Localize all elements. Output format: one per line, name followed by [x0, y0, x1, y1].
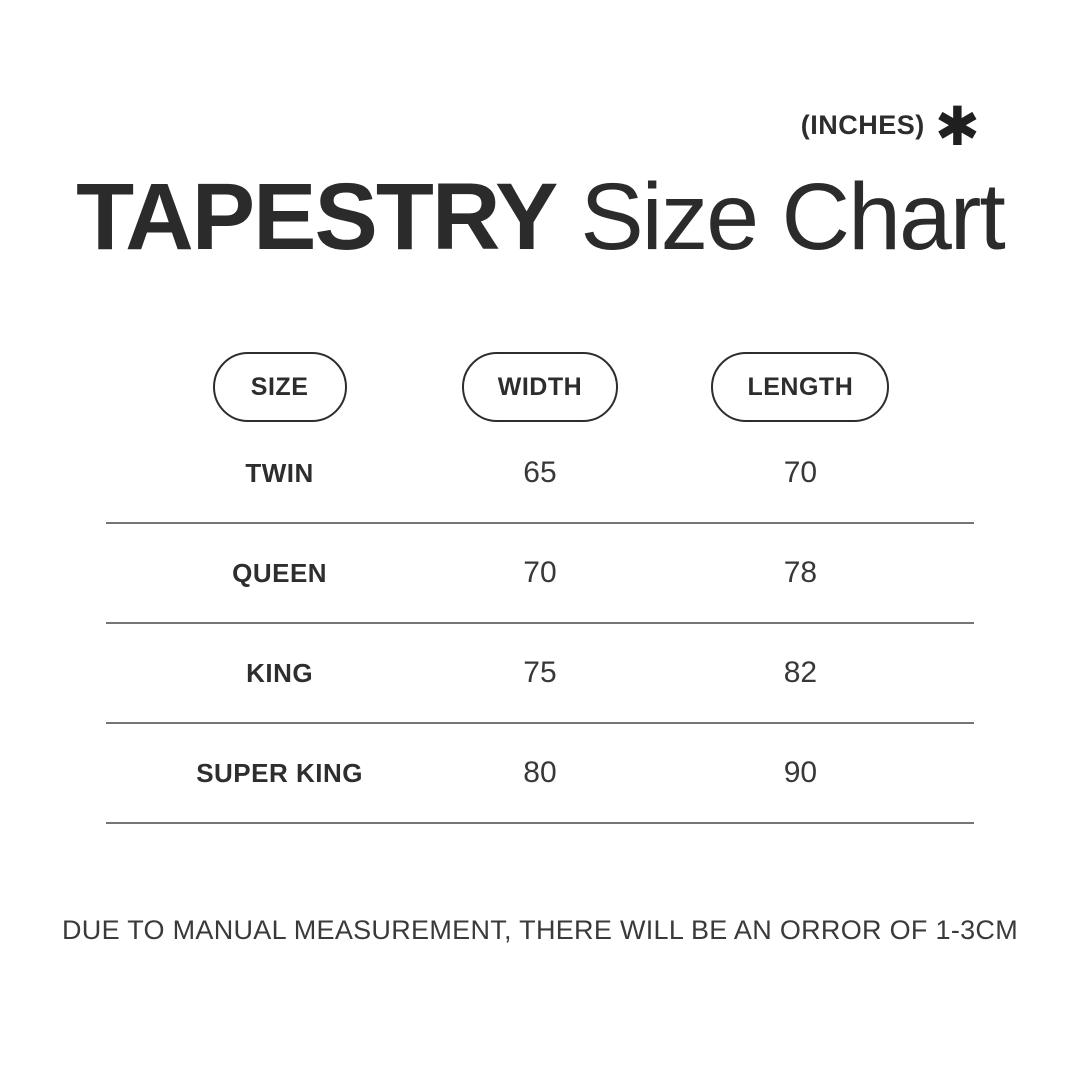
length-value: 78: [783, 556, 818, 589]
table-row-queen: [106, 524, 974, 624]
page-title-product: TAPESTRY: [76, 164, 557, 270]
size-table: [106, 352, 974, 824]
size-label: TWIN: [245, 457, 314, 488]
width-value: 75: [523, 656, 557, 689]
width-value: 70: [523, 556, 557, 589]
header-cell-size: [106, 352, 453, 422]
length-value: 90: [783, 756, 818, 789]
column-header-length-pill: LENGTH: [711, 352, 889, 422]
width-value: 80: [523, 756, 557, 789]
disclaimer-text: DUE TO MANUAL MEASUREMENT, THERE WILL BE AN ORROR OF 1-3CM: [61, 915, 1019, 945]
table-row-king: [106, 624, 974, 724]
column-header-width-pill: WIDTH: [462, 352, 618, 422]
table-row-twin: [106, 424, 974, 524]
size-label: SUPER KING: [196, 757, 363, 788]
table-row-super-king: [106, 724, 974, 824]
unit-note-label: (INCHES): [800, 109, 925, 140]
header-cell-width: [453, 352, 627, 422]
page-title-suffix: Size Chart: [580, 164, 1004, 270]
size-label: KING: [246, 657, 314, 688]
width-value: 65: [523, 456, 557, 489]
unit-note: [800, 97, 980, 157]
column-header-size-pill: SIZE: [213, 352, 347, 422]
page-title: [0, 163, 1080, 272]
size-label: QUEEN: [232, 557, 328, 588]
header-cell-length: [627, 352, 974, 422]
asterisk-icon: ✱: [934, 97, 980, 157]
table-header-row: [106, 352, 974, 422]
length-value: 82: [783, 656, 818, 689]
length-value: 70: [783, 456, 818, 489]
